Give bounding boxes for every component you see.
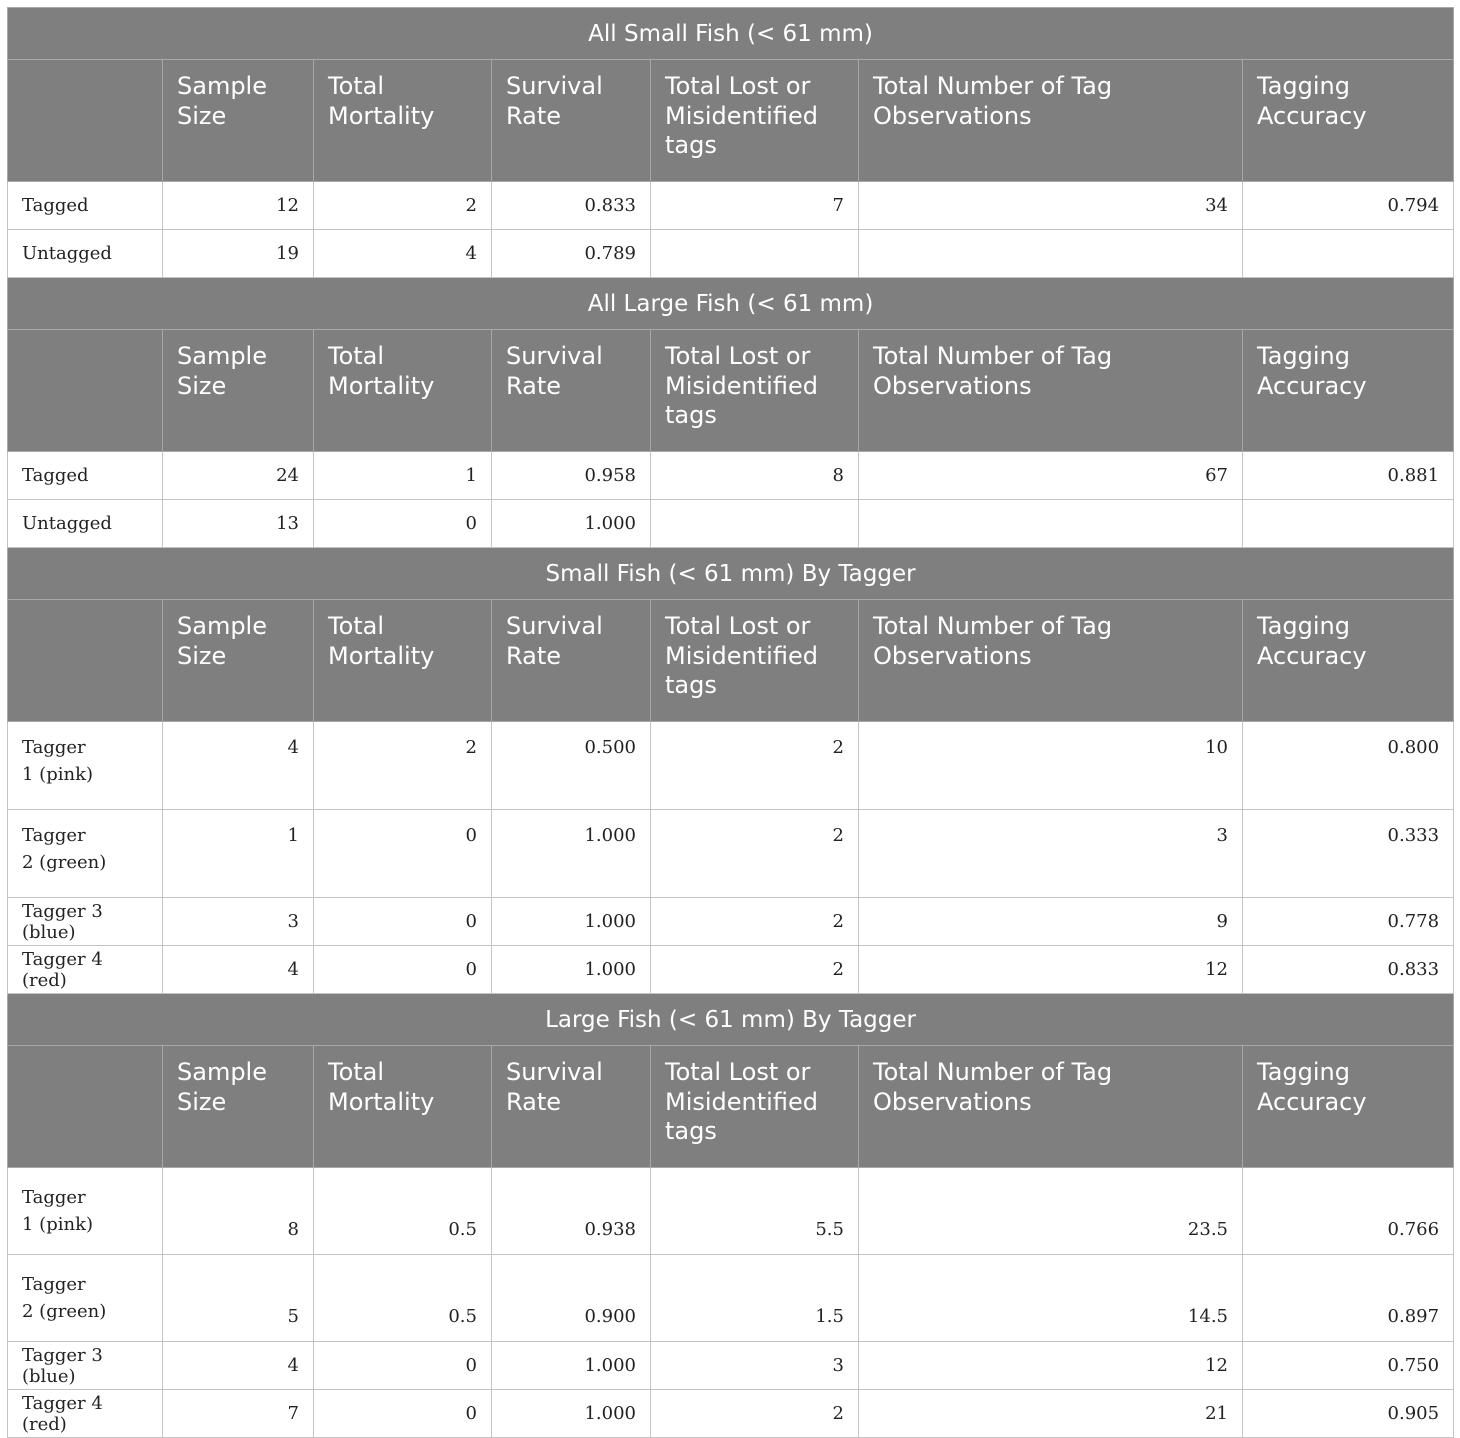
table-cell: 67 [859, 452, 1243, 500]
row-label [8, 946, 163, 994]
row-label [8, 1168, 163, 1255]
column-header: Sample Size [163, 330, 314, 452]
row-label [8, 722, 163, 810]
table-row [8, 810, 1454, 898]
table-cell: 0.766 [1243, 1168, 1454, 1255]
table-row [8, 898, 1454, 946]
column-header [8, 600, 163, 722]
section-title: Large Fish (< 61 mm) By Tagger [8, 994, 1454, 1046]
table-cell: 0.958 [492, 452, 651, 500]
row-label-line1: Tagger [22, 825, 86, 846]
column-header: Total Lost or Misidentified tags [651, 600, 859, 722]
table-cell: 13 [163, 500, 314, 548]
table-row [8, 452, 1454, 500]
table-cell: 3 [651, 1342, 859, 1390]
table-cell: 2 [314, 722, 492, 810]
row-label-line1: Tagger [22, 1274, 86, 1295]
table-cell: 0.938 [492, 1168, 651, 1255]
table-cell: 2 [651, 946, 859, 994]
table-cell: 0 [314, 500, 492, 548]
table-cell: 0.5 [314, 1255, 492, 1342]
row-label-line2: 2 (green) [22, 852, 107, 873]
column-header-row [8, 60, 1454, 182]
section-title: Small Fish (< 61 mm) By Tagger [8, 548, 1454, 600]
column-header: Total Lost or Misidentified tags [651, 330, 859, 452]
table-cell: 0 [314, 898, 492, 946]
table-cell: 19 [163, 230, 314, 278]
table-cell: 2 [314, 182, 492, 230]
table-cell: 8 [651, 452, 859, 500]
column-header: Survival Rate [492, 60, 651, 182]
row-label [8, 1342, 163, 1390]
table-cell: 1.000 [492, 810, 651, 898]
column-header-row [8, 1046, 1454, 1168]
column-header: Survival Rate [492, 1046, 651, 1168]
table-cell: 0.800 [1243, 722, 1454, 810]
table-cell [859, 500, 1243, 548]
table-cell: 1 [163, 810, 314, 898]
table-cell: 7 [651, 182, 859, 230]
table-cell: 0 [314, 810, 492, 898]
row-label-line1: Tagged [22, 465, 89, 486]
row-label-line1: Tagger [22, 737, 86, 758]
column-header: Total Mortality [314, 1046, 492, 1168]
table-cell: 0.5 [314, 1168, 492, 1255]
column-header: Tagging Accuracy [1243, 60, 1454, 182]
table-cell: 0 [314, 946, 492, 994]
table-row [8, 1390, 1454, 1438]
table-cell [651, 500, 859, 548]
column-header [8, 330, 163, 452]
table-cell: 0.900 [492, 1255, 651, 1342]
row-label-line1: Tagger 3 (blue) [22, 900, 103, 943]
table-cell: 4 [163, 1342, 314, 1390]
table-row [8, 500, 1454, 548]
row-label [8, 500, 163, 548]
section-title-row [8, 8, 1454, 60]
column-header: Total Mortality [314, 600, 492, 722]
row-label [8, 1390, 163, 1438]
row-label [8, 452, 163, 500]
column-header: Tagging Accuracy [1243, 600, 1454, 722]
table-cell: 2 [651, 898, 859, 946]
column-header-row [8, 600, 1454, 722]
row-label-line1: Tagger 4 (red) [22, 1392, 103, 1435]
table-cell: 21 [859, 1390, 1243, 1438]
table-cell: 0.333 [1243, 810, 1454, 898]
column-header: Survival Rate [492, 330, 651, 452]
table-cell: 12 [859, 1342, 1243, 1390]
table-row [8, 1168, 1454, 1255]
table-cell: 34 [859, 182, 1243, 230]
row-label [8, 898, 163, 946]
table-cell: 0.750 [1243, 1342, 1454, 1390]
column-header: Total Number of Tag Observations [859, 330, 1243, 452]
row-label-line2: 2 (green) [22, 1301, 107, 1322]
row-label-line1: Untagged [22, 513, 112, 534]
table-cell: 4 [314, 230, 492, 278]
column-header-row [8, 330, 1454, 452]
fish-tagging-table [7, 7, 1454, 1438]
table-cell: 4 [163, 722, 314, 810]
row-label-line1: Untagged [22, 243, 112, 264]
table-row [8, 946, 1454, 994]
row-label [8, 182, 163, 230]
section-title-row [8, 278, 1454, 330]
column-header: Total Mortality [314, 330, 492, 452]
table-cell: 7 [163, 1390, 314, 1438]
table-cell: 1.5 [651, 1255, 859, 1342]
table-cell: 12 [859, 946, 1243, 994]
table-cell: 2 [651, 722, 859, 810]
table-cell [1243, 230, 1454, 278]
table-cell: 3 [163, 898, 314, 946]
table-cell: 1.000 [492, 898, 651, 946]
column-header: Total Number of Tag Observations [859, 60, 1243, 182]
table-cell: 12 [163, 182, 314, 230]
row-label-line2: 1 (pink) [22, 1214, 93, 1235]
table-row [8, 722, 1454, 810]
column-header: Tagging Accuracy [1243, 1046, 1454, 1168]
column-header: Tagging Accuracy [1243, 330, 1454, 452]
row-label-line1: Tagger 4 (red) [22, 948, 103, 991]
column-header: Total Lost or Misidentified tags [651, 60, 859, 182]
row-label-line1: Tagger 3 (blue) [22, 1344, 103, 1387]
section-title: All Small Fish (< 61 mm) [8, 8, 1454, 60]
table-cell: 0 [314, 1342, 492, 1390]
column-header: Total Lost or Misidentified tags [651, 1046, 859, 1168]
column-header [8, 60, 163, 182]
table-cell: 1.000 [492, 1342, 651, 1390]
table-row [8, 182, 1454, 230]
table-cell: 2 [651, 1390, 859, 1438]
column-header [8, 1046, 163, 1168]
row-label [8, 230, 163, 278]
table-cell: 0.905 [1243, 1390, 1454, 1438]
column-header: Total Mortality [314, 60, 492, 182]
table-cell: 1.000 [492, 946, 651, 994]
table-cell: 4 [163, 946, 314, 994]
table-cell: 5 [163, 1255, 314, 1342]
table-cell: 9 [859, 898, 1243, 946]
section-title-row [8, 548, 1454, 600]
column-header: Sample Size [163, 60, 314, 182]
table-cell: 1.000 [492, 1390, 651, 1438]
table-cell: 0.789 [492, 230, 651, 278]
table-row [8, 230, 1454, 278]
table-cell: 0.833 [1243, 946, 1454, 994]
table-cell: 5.5 [651, 1168, 859, 1255]
table-cell: 14.5 [859, 1255, 1243, 1342]
table-cell: 0.794 [1243, 182, 1454, 230]
table-cell [1243, 500, 1454, 548]
column-header: Sample Size [163, 1046, 314, 1168]
table-cell [859, 230, 1243, 278]
row-label [8, 810, 163, 898]
table-cell [651, 230, 859, 278]
table-cell: 0.500 [492, 722, 651, 810]
table-cell: 24 [163, 452, 314, 500]
table-cell: 10 [859, 722, 1243, 810]
row-label [8, 1255, 163, 1342]
section-title-row [8, 994, 1454, 1046]
row-label-line1: Tagged [22, 195, 89, 216]
table-cell: 0.881 [1243, 452, 1454, 500]
column-header: Total Number of Tag Observations [859, 600, 1243, 722]
table-cell: 1 [314, 452, 492, 500]
column-header: Total Number of Tag Observations [859, 1046, 1243, 1168]
table-cell: 1.000 [492, 500, 651, 548]
table-cell: 0.778 [1243, 898, 1454, 946]
column-header: Sample Size [163, 600, 314, 722]
table-row [8, 1342, 1454, 1390]
row-label-line2: 1 (pink) [22, 764, 93, 785]
section-title: All Large Fish (< 61 mm) [8, 278, 1454, 330]
table-row [8, 1255, 1454, 1342]
table-cell: 0.833 [492, 182, 651, 230]
table-cell: 2 [651, 810, 859, 898]
table-cell: 23.5 [859, 1168, 1243, 1255]
table-cell: 8 [163, 1168, 314, 1255]
row-label-line1: Tagger [22, 1187, 86, 1208]
table-cell: 3 [859, 810, 1243, 898]
table-cell: 0.897 [1243, 1255, 1454, 1342]
table-cell: 0 [314, 1390, 492, 1438]
column-header: Survival Rate [492, 600, 651, 722]
